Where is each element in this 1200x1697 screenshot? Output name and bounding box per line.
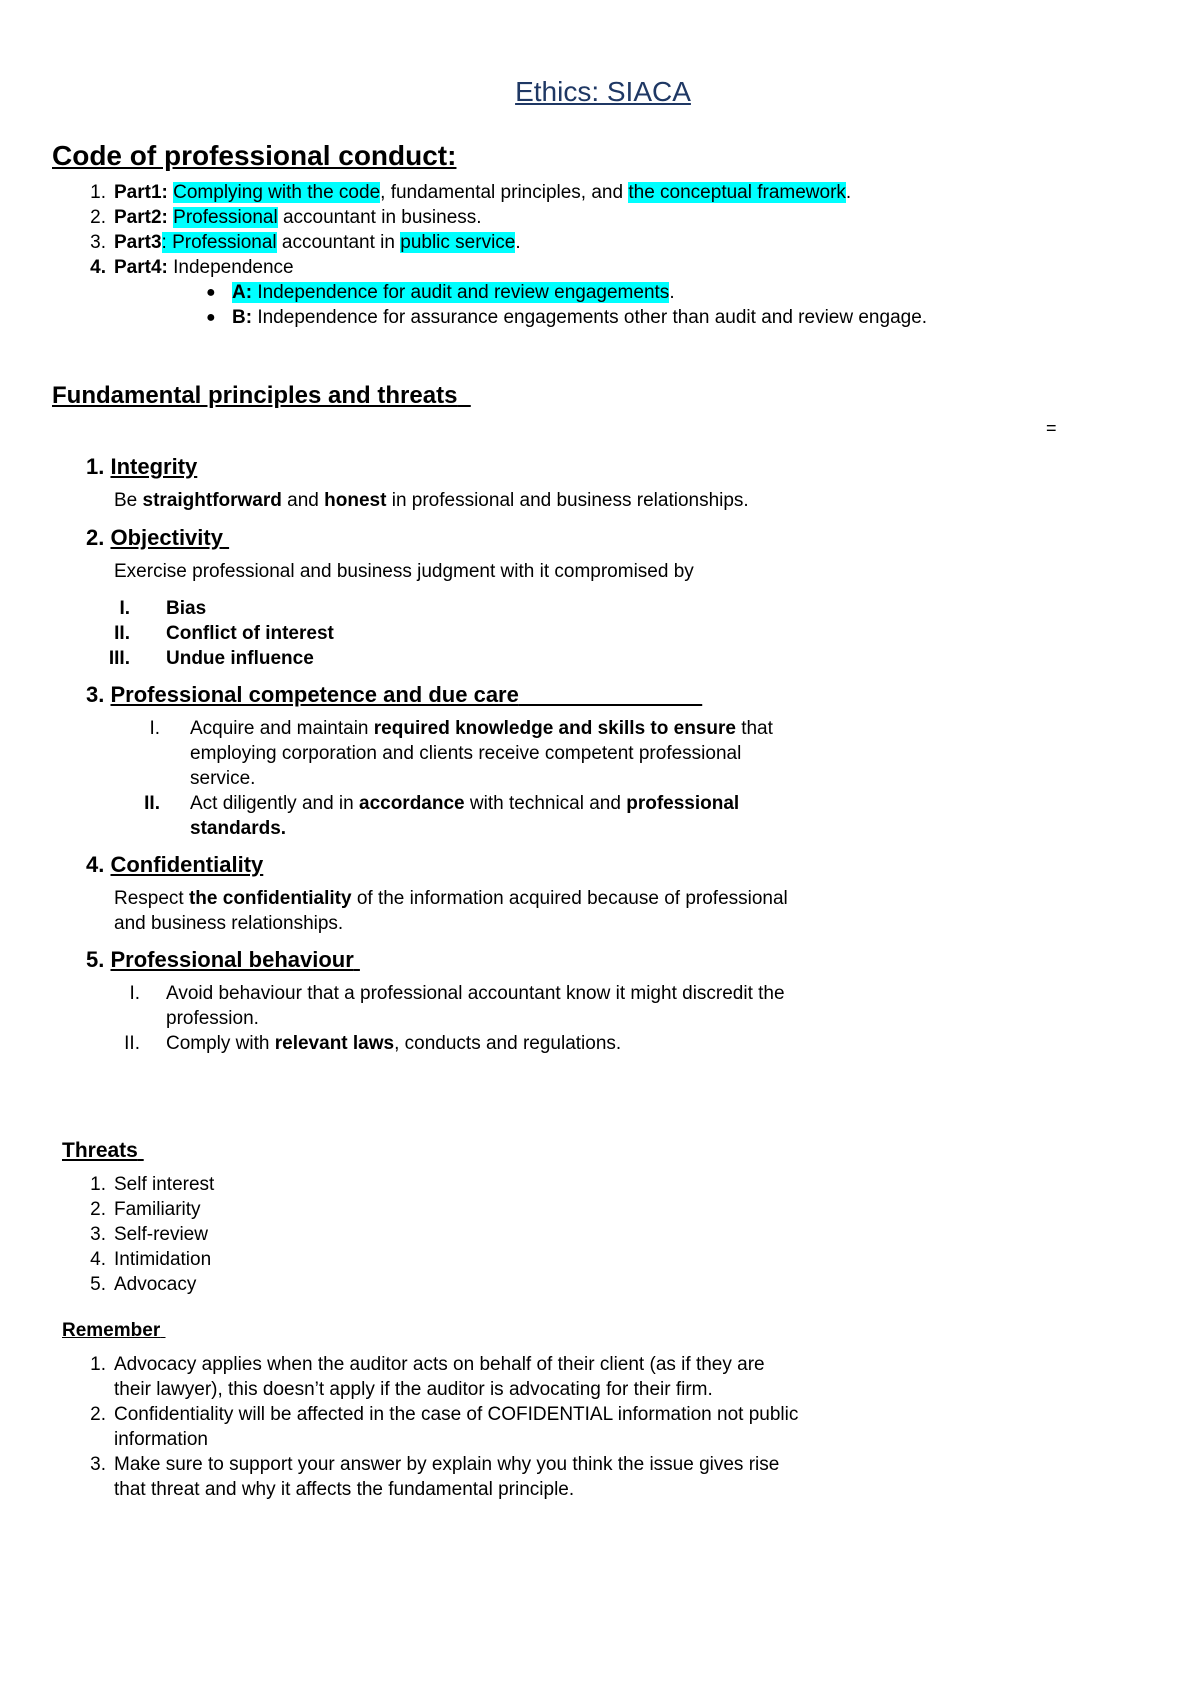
document-title: Ethics: SIACA — [515, 76, 691, 107]
list-item-continuation: information — [114, 1429, 208, 1450]
remember-heading: Remember — [62, 1320, 161, 1341]
threats-heading: Threats — [62, 1139, 138, 1162]
competence-heading: 3. Professional competence and due care — [86, 682, 519, 707]
list-item-continuation: their lawyer), this doesn’t apply if the auditor is advocating for their firm. — [114, 1379, 713, 1400]
bullet-icon: ● — [206, 284, 216, 301]
fundamental-heading: Fundamental principles and threats — [52, 382, 458, 409]
equals-sign: = — [1046, 418, 1057, 438]
objectivity-text: Exercise professional and business judgment with it compromised by — [114, 561, 694, 582]
objectivity-heading: 2. Objectivity — [86, 525, 223, 550]
document-page: Ethics: SIACA Code of professional conduct: 1. Part1: Complying with the code, fundamental principles, and the conceptual framework. 2. Part2: Professional accountant in business. 3. Part3: Professional accountant in public service. 4. Part4: Independence ● A: Independence for audit and review engagements. ● B: Independence for assurance engagements other than audit and review engage. Fundamental principles and threats = 1. Integrity Be straightforward and honest in professional and business relationships. 2. Objectivity Exercise professional and business judgment with it compromised by I. Bias II. Conflict of interest III. Undue influence 3. Professional competence and due care I. Acquire and maintain required knowledge and skills to ensure that employing corporation and clients receive competent professional service. II. Act diligently and in accordance with technical and professional standards. 4. Confidentiality Respect the confidentiality of the information acquired because of professional and business relationships. 5. Professional behaviour I. Avoid behaviour that a professional accountant know it might discredit the profession. II. Comply with relevant laws, conducts and regulations. Threats 1. Self interest 2. Familiarity 3. Self-review 4. Intimidation 5. Advocacy Remember 1. Advocacy applies when the auditor acts on behalf of their client (as if they are their lawyer), this doesn’t apply if the auditor is advocating for their firm. 2. Confidentiality will be affected in the case of COFIDENTIAL information not public information 3. Make sure to support your answer by explain why you think the issue gives rise that threat and why it affects the fundamental principle. — [0, 0, 1200, 1697]
list-item-continuation: standards. — [190, 818, 287, 839]
list-item-continuation: profession. — [166, 1008, 259, 1029]
confidentiality-text: Respect the confidentiality of the information acquired because of professional — [114, 888, 788, 909]
list-item-continuation: employing corporation and clients receive competent professional — [190, 743, 742, 764]
bullet-icon: ● — [206, 309, 216, 326]
integrity-text: Be straightforward and honest in professional and business relationships. — [114, 490, 749, 511]
code-heading: Code of professional conduct: — [52, 140, 457, 171]
confidentiality-text-continuation: and business relationships. — [114, 913, 344, 934]
list-item-continuation: service. — [190, 768, 256, 789]
confidentiality-heading: 4. Confidentiality — [86, 852, 264, 877]
behaviour-heading: 5. Professional behaviour — [86, 947, 354, 972]
integrity-heading: 1. Integrity — [86, 454, 198, 479]
list-item-continuation: that threat and why it affects the fundamental principle. — [114, 1479, 575, 1500]
